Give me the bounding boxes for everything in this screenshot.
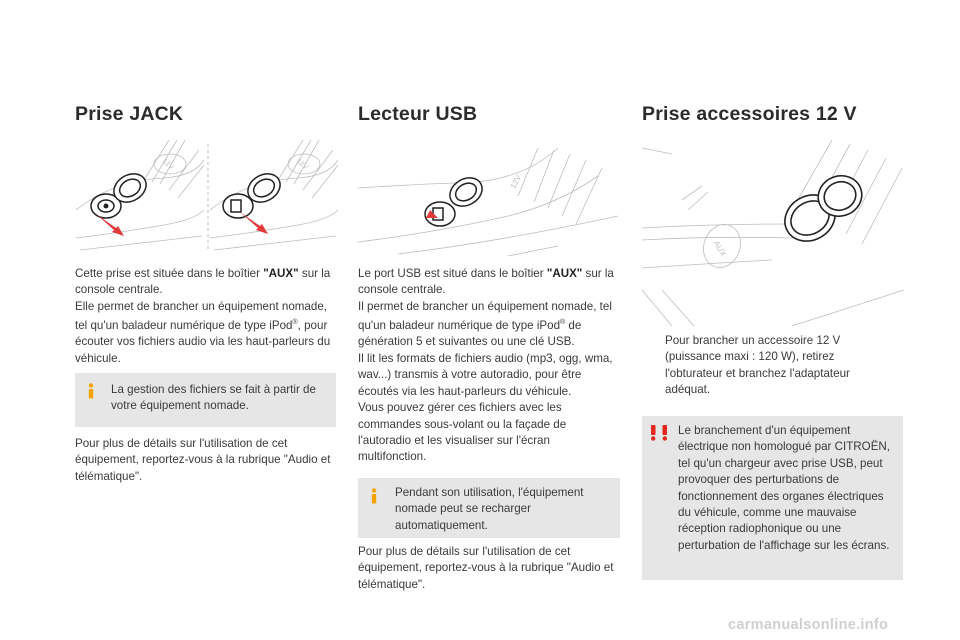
usb-description: Le port USB est situé dans le boîtier "AUX" sur la console centrale. Il permet de brancher un équipement nomade, tel qu'un baladeur numérique de type iPod® de génération 5 et suivantes ou une clé USB. Il lit les formats de fichiers audio (mp3, ogg, wma, wav...) transmis à votre autoradio, pour être écoutés via les haut-parleurs du véhicule. Vous pouvez gérer ces fichiers avec les commandes sous-volant ou la façade de l'autoradio et les visualiser sur l'écran multifonction. (358, 267, 614, 464)
v12-label-2: 12V (294, 157, 309, 172)
usb-port-illustration (358, 146, 620, 256)
v12-label-3: 12V (508, 173, 524, 191)
usb-info-text: Pendant son utilisation, l'équipement nomade peut se recharger automatiquement. (395, 486, 584, 532)
v12-label-1: 12V (160, 157, 175, 172)
jack-more-info: Pour plus de détails sur l'utilisation de cet équipement, reportez-vous à la rubrique "Audio et télématique". (75, 437, 331, 483)
arrow-icon (240, 212, 268, 234)
section-title-usb: Lecteur USB (358, 103, 478, 125)
info-icon (84, 383, 98, 399)
accessory-socket-illustration (642, 140, 904, 326)
jack-info-box (75, 373, 336, 427)
warning-icon (650, 425, 668, 441)
jack-description: Cette prise est située dans le boîtier "AUX" sur la console centrale. Elle permet de brancher un équipement nomade, tel qu'un baladeur numérique de type iPod®, pour écouter vos fichiers audio via les haut-parleurs du véhicule. (75, 267, 331, 365)
aux-label: AUX (711, 239, 728, 259)
footer-watermark: carmanualsonline.info (728, 617, 889, 633)
accessory-instruction: Pour brancher un accessoire 12 V (puissance maxi : 120 W), retirez l'obturateur et branchez l'adaptateur adéquat. (665, 334, 850, 397)
usb-info-box (358, 478, 620, 538)
accessory-warning-box (642, 416, 903, 580)
jack-info-text: La gestion des fichiers se fait à partir de votre équipement nomade. (111, 383, 316, 413)
section-title-accessories: Prise accessoires 12 V (642, 103, 857, 125)
section-title-jack: Prise JACK (75, 103, 184, 125)
jack-socket-illustration (74, 140, 338, 254)
usb-more-info: Pour plus de détails sur l'utilisation de cet équipement, reportez-vous à la rubrique "Audio et télématique". (358, 545, 614, 591)
info-icon (367, 488, 381, 504)
accessory-warning-text: Le branchement d'un équipement électrique non homologué par CITROËN, tel qu'un chargeur avec prise USB, peut provoquer des perturbations de fonctionnement des organes électriques du véhicule, comme une mauvaise réception radiophonique ou une perturbation de l'affichage sur les écrans. (678, 424, 891, 552)
